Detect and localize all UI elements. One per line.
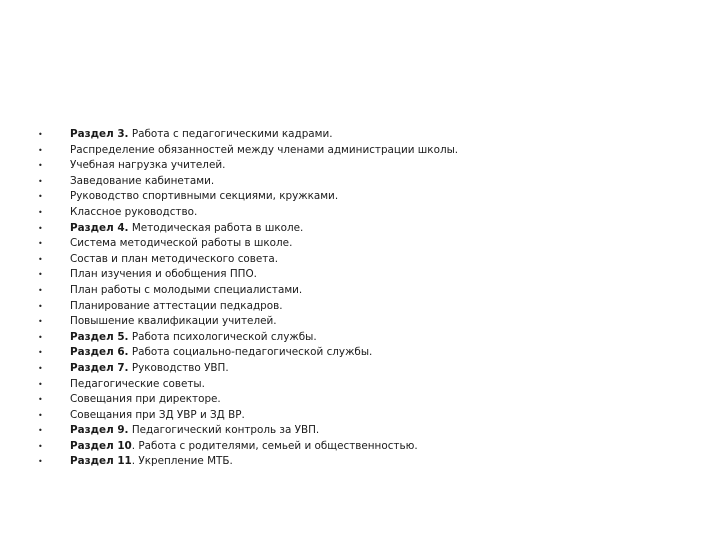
list-item-text [70, 205, 197, 221]
bullet-icon: • [38, 207, 43, 217]
list-item [38, 314, 458, 330]
list-item [38, 408, 458, 424]
item-label: . Работа с родителями, семьей и общественностью. [131, 439, 418, 452]
list-item [38, 439, 458, 455]
list-item-text [70, 439, 418, 455]
section-heading: Раздел 6. [70, 346, 129, 359]
section-heading: Раздел 11 [70, 455, 132, 468]
bullet-icon: • [38, 285, 43, 295]
list-item [38, 423, 458, 439]
list-item-text [70, 127, 333, 143]
list-item [38, 454, 458, 470]
list-item-text [70, 143, 458, 159]
list-item-text [70, 174, 214, 190]
section-heading: Раздел 3. [70, 128, 129, 140]
bullet-list [38, 127, 458, 470]
item-label: Совещания при директоре. [70, 393, 221, 406]
list-item [38, 143, 458, 159]
list-item-text [70, 361, 229, 377]
item-label: Работа психологической службы. [128, 330, 317, 343]
list-item [38, 361, 458, 377]
list-item-text [70, 299, 283, 315]
list-item [38, 330, 458, 346]
bullet-icon: • [38, 441, 43, 451]
list-item [38, 174, 458, 190]
list-item [38, 205, 458, 221]
bullet-icon: • [38, 410, 43, 420]
item-label: Учебная нагрузка учителей. [70, 159, 226, 172]
bullet-icon: • [38, 317, 43, 327]
item-label: Состав и план методического совета. [70, 252, 279, 265]
list-item [38, 299, 458, 315]
list-item-text [70, 330, 317, 346]
section-heading: Раздел 5. [70, 330, 129, 343]
list-item-text [70, 158, 225, 174]
list-item-text [70, 408, 245, 424]
list-item-text [70, 252, 278, 268]
list-item-text [70, 236, 292, 252]
item-label: План изучения и обобщения ППО. [70, 268, 257, 281]
list-item [38, 392, 458, 408]
item-label: Распределение обязанностей между членами администрации школы. [70, 143, 459, 156]
bullet-icon: • [38, 457, 43, 467]
item-label: Работа социально-педагогической службы. [128, 346, 373, 359]
item-label: Методическая работа в школе. [128, 221, 304, 234]
list-item-text [70, 267, 257, 283]
item-label: Руководство спортивными секциями, кружками. [70, 190, 339, 203]
list-item-text [70, 423, 319, 439]
bullet-icon: • [38, 270, 43, 280]
section-heading: Раздел 9. [70, 424, 129, 437]
list-item [38, 267, 458, 283]
item-label: Планирование аттестации педкадров. [70, 299, 283, 312]
list-item [38, 236, 458, 252]
item-label: Руководство УВП. [128, 361, 229, 374]
item-label: Педагогические советы. [70, 377, 205, 390]
list-item [38, 252, 458, 268]
item-label: . Укрепление МТБ. [131, 455, 233, 468]
bullet-icon: • [38, 348, 43, 358]
list-item-text [70, 221, 303, 237]
bullet-icon: • [38, 176, 43, 186]
item-label: Работа с педагогическими кадрами. [128, 128, 333, 140]
list-item-text [70, 392, 221, 408]
bullet-icon: • [38, 395, 43, 405]
list-item-text [70, 377, 205, 393]
item-label: Совещания при ЗД УВР и ЗД ВР. [70, 408, 245, 421]
list-item [38, 158, 458, 174]
item-label: План работы с молодыми специалистами. [70, 283, 303, 296]
item-label: Повышение квалификации учителей. [70, 315, 277, 328]
bullet-icon: • [38, 254, 43, 264]
section-heading: Раздел 7. [70, 361, 129, 374]
item-label: Заведование кабинетами. [70, 174, 215, 187]
item-label: Педагогический контроль за УВП. [128, 424, 320, 437]
list-item [38, 127, 458, 143]
list-item [38, 377, 458, 393]
bullet-icon: • [38, 301, 43, 311]
list-item-text [70, 345, 372, 361]
list-item [38, 221, 458, 237]
bullet-icon: • [38, 161, 43, 171]
bullet-icon: • [38, 332, 43, 342]
list-item [38, 283, 458, 299]
list-item [38, 345, 458, 361]
bullet-icon: • [38, 130, 43, 139]
list-item-text [70, 454, 233, 470]
section-heading: Раздел 4. [70, 221, 129, 234]
bullet-icon: • [38, 192, 43, 202]
list-item-text [70, 283, 302, 299]
bullet-icon: • [38, 223, 43, 233]
list-item [38, 189, 458, 205]
item-label: Классное руководство. [70, 205, 198, 218]
bullet-icon: • [38, 426, 43, 436]
bullet-icon: • [38, 363, 43, 373]
item-label: Система методической работы в школе. [70, 237, 293, 250]
list-item-text [70, 189, 338, 205]
section-heading: Раздел 10 [70, 439, 132, 452]
list-item-text [70, 314, 277, 330]
bullet-icon: • [38, 145, 43, 155]
bullet-icon: • [38, 239, 43, 249]
bullet-icon: • [38, 379, 43, 389]
